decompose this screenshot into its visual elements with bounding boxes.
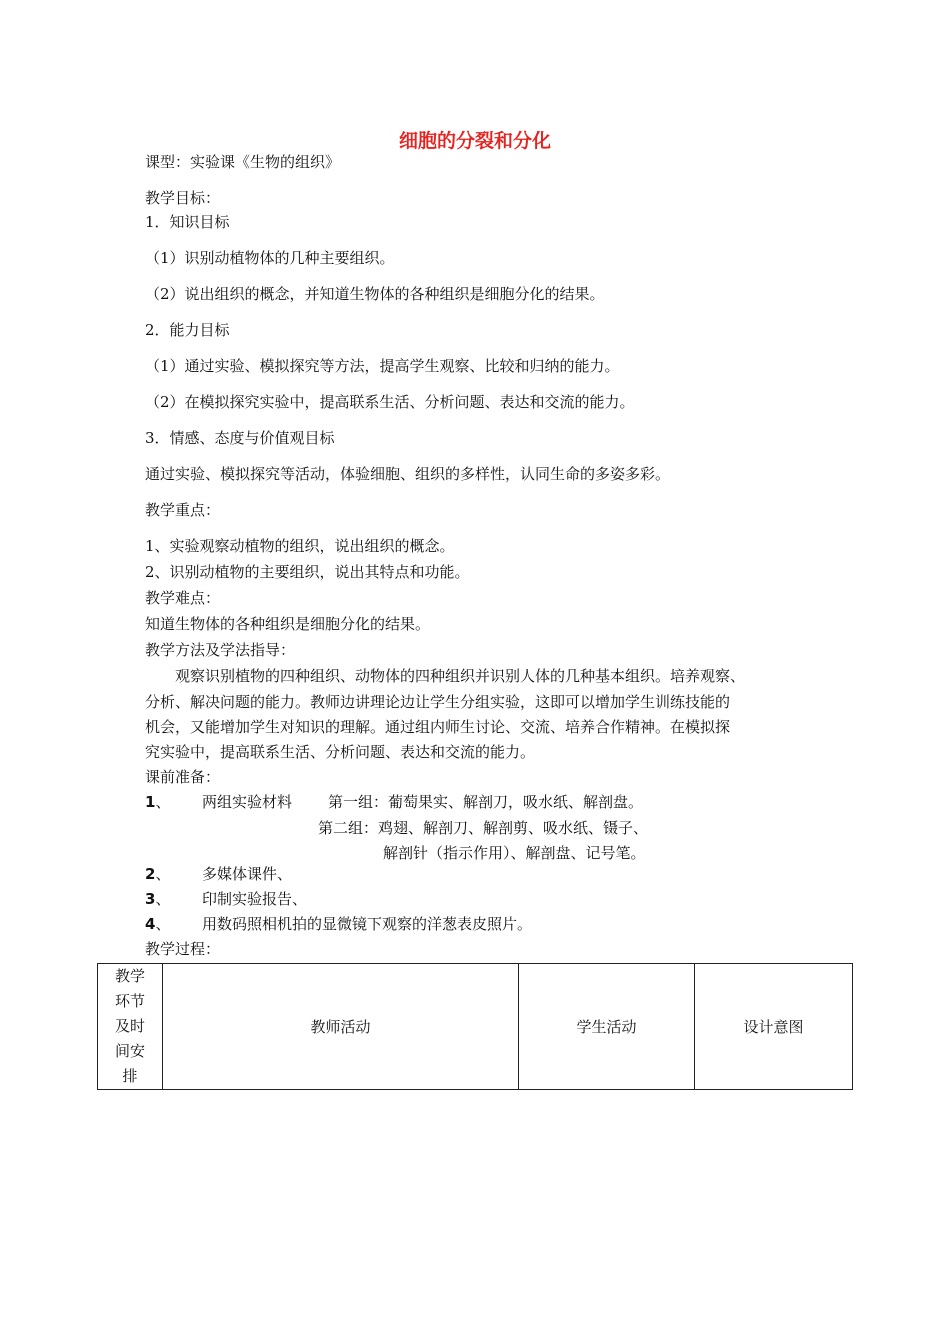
header-student-activity: 学生活动	[519, 964, 695, 1090]
emotion-heading: 3．情感、态度与价值观目标	[145, 429, 335, 447]
prep-item-3-number: 3、	[145, 890, 171, 908]
methods-heading: 教学方法及学法指导：	[145, 641, 296, 659]
objectives-heading: 教学目标：	[145, 189, 221, 207]
knowledge-item: （2）说出组织的概念，并知道生物体的各种组织是细胞分化的结果。	[145, 285, 605, 303]
key-point-item: 1、实验观察动植物的组织，说出组织的概念。	[145, 537, 455, 555]
knowledge-heading: 1．知识目标	[145, 213, 230, 231]
lesson-type: 课型：实验课《生物的组织》	[145, 153, 341, 171]
document-title: 细胞的分裂和分化	[398, 130, 551, 152]
key-points-heading: 教学重点：	[145, 501, 221, 519]
process-heading: 教学过程：	[145, 940, 221, 958]
difficulty-text: 知道生物体的各种组织是细胞分化的结果。	[145, 615, 431, 633]
methods-line: 分析、解决问题的能力。教师边讲理论边让学生分组实验，这即可以增加学生训练技能的	[145, 693, 731, 711]
prep-item-1-number: 1、	[145, 793, 171, 811]
prep-group-2-line2: 解剖针（指示作用）、解剖盘、记号笔。	[383, 844, 646, 862]
methods-line: 观察识别植物的四种组织、动物体的四种组织并识别人体的几种基本组织。培养观察、	[175, 667, 746, 685]
key-point-item: 2、识别动植物的主要组织，说出其特点和功能。	[145, 563, 470, 581]
ability-heading: 2．能力目标	[145, 321, 230, 339]
ability-item: （2）在模拟探究实验中，提高联系生活、分析问题、表达和交流的能力。	[145, 393, 635, 411]
prep-item-4-text: 用数码照相机拍的显微镜下观察的洋葱表皮照片。	[202, 915, 533, 933]
header-design-intent: 设计意图	[695, 964, 853, 1090]
table-header-row	[98, 964, 853, 1090]
header-teacher-activity: 教师活动	[163, 964, 519, 1090]
prep-group-1: 第一组：葡萄果实、解剖刀，吸水纸、解剖盘。	[328, 793, 644, 811]
prep-item-3-text: 印制实验报告、	[202, 890, 308, 908]
ability-item: （1）通过实验、模拟探究等方法，提高学生观察、比较和归纳的能力。	[145, 357, 620, 375]
methods-line: 究实验中，提高联系生活、分析问题、表达和交流的能力。	[145, 743, 536, 761]
preparation-heading: 课前准备：	[145, 768, 221, 786]
difficulty-heading: 教学难点：	[145, 589, 221, 607]
process-table	[97, 963, 853, 1090]
knowledge-item: （1）识别动植物体的几种主要组织。	[145, 249, 395, 267]
prep-group-2-line1: 第二组：鸡翅、解剖刀、解剖剪、吸水纸、镊子、	[318, 819, 649, 837]
methods-line: 机会，又能增加学生对知识的理解。通过组内师生讨论、交流、培养合作精神。在模拟探	[145, 718, 731, 736]
prep-item-4-number: 4、	[145, 915, 171, 933]
header-stage: 教学 环节 及时 间安 排	[98, 964, 163, 1090]
prep-item-1-label: 两组实验材料	[202, 793, 293, 811]
emotion-text: 通过实验、模拟探究等活动，体验细胞、组织的多样性，认同生命的多姿多彩。	[145, 465, 671, 483]
prep-item-2-text: 多媒体课件、	[202, 865, 293, 883]
prep-item-2-number: 2、	[145, 865, 171, 883]
